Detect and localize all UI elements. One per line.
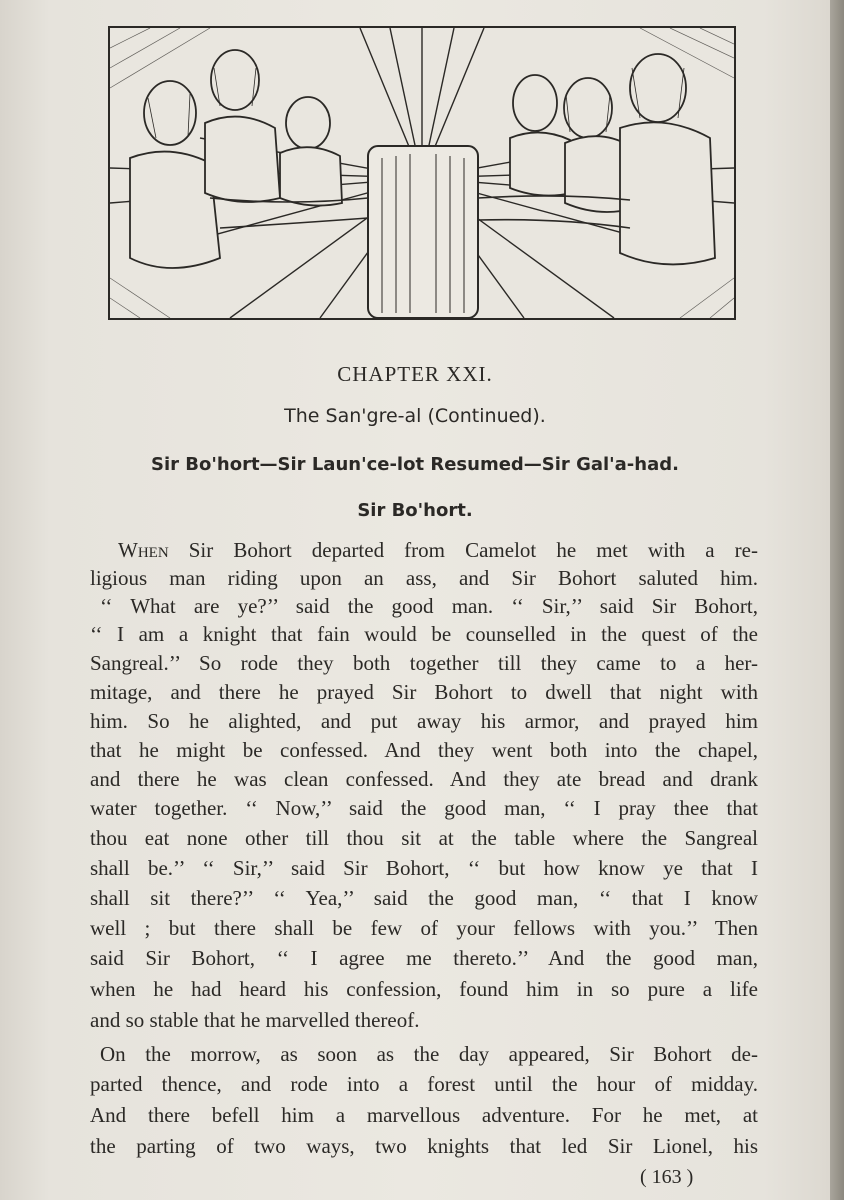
text-line: shall be.’’ ‘‘ Sir,’’ said Sir Bohort, ‘‘ but how know ye that I xyxy=(90,856,758,880)
text-line: the parting of two ways, two knights that led Sir Lionel, his xyxy=(90,1134,758,1158)
text-line: and there he was clean confessed. And they ate bread and drank xyxy=(90,767,758,791)
chapter-illustration xyxy=(108,26,736,320)
text-line: shall sit there?’’ ‘‘ Yea,’’ said the good man, ‘‘ that I know xyxy=(90,886,758,910)
text-line: Sangreal.’’ So rode they both together till they came to a her- xyxy=(90,651,758,675)
drop-word: When xyxy=(118,538,169,562)
text-line: ‘‘ What are ye?’’ said the good man. ‘‘ Sir,’’ said Sir Bohort, xyxy=(100,594,758,618)
page-edge xyxy=(830,0,844,1200)
text-line: him. So he alighted, and put away his armor, and prayed him xyxy=(90,709,758,733)
page-number: ( 163 ) xyxy=(640,1166,694,1188)
text-line: said Sir Bohort, ‘‘ I agree me thereto.’’ And the good man, xyxy=(90,946,758,970)
text-line: water together. ‘‘ Now,’’ said the good man, ‘‘ I pray thee that xyxy=(90,796,758,820)
text-line: well ; but there shall be few of your fellows with you.’’ Then xyxy=(90,916,758,940)
text-line: when he had heard his confession, found him in so pure a life xyxy=(90,977,758,1001)
section-heading: Sir Bo'hort. xyxy=(357,500,473,521)
text-line: thou eat none other till thou sit at the table where the Sangreal xyxy=(90,826,758,850)
text-line: On the morrow, as soon as the day appeared, Sir Bohort de- xyxy=(100,1042,758,1066)
text-line: And there befell him a marvellous adventure. For he met, at xyxy=(90,1103,758,1127)
text-line: mitage, and there he prayed Sir Bohort to dwell that night with xyxy=(90,680,758,704)
text-line: parted thence, and rode into a forest until the hour of midday. xyxy=(90,1072,758,1096)
chapter-number: CHAPTER XXI. xyxy=(337,362,493,386)
text-line: that he might be confessed. And they went both into the chapel, xyxy=(90,738,758,762)
text-line: ligious man riding upon an ass, and Sir Bohort saluted him. xyxy=(90,566,758,590)
chapter-title: The San'gre-al (Continued). xyxy=(284,405,546,427)
text-line: ‘‘ I am a knight that fain would be counselled in the quest of the xyxy=(90,622,758,646)
chapter-subheading: Sir Bo'hort—Sir Laun'ce-lot Resumed—Sir Gal'a-had. xyxy=(151,454,679,475)
text-line: When Sir Bohort departed from Camelot he met with a re- xyxy=(118,538,758,562)
text-line: and so stable that he marvelled thereof. xyxy=(90,1008,420,1032)
